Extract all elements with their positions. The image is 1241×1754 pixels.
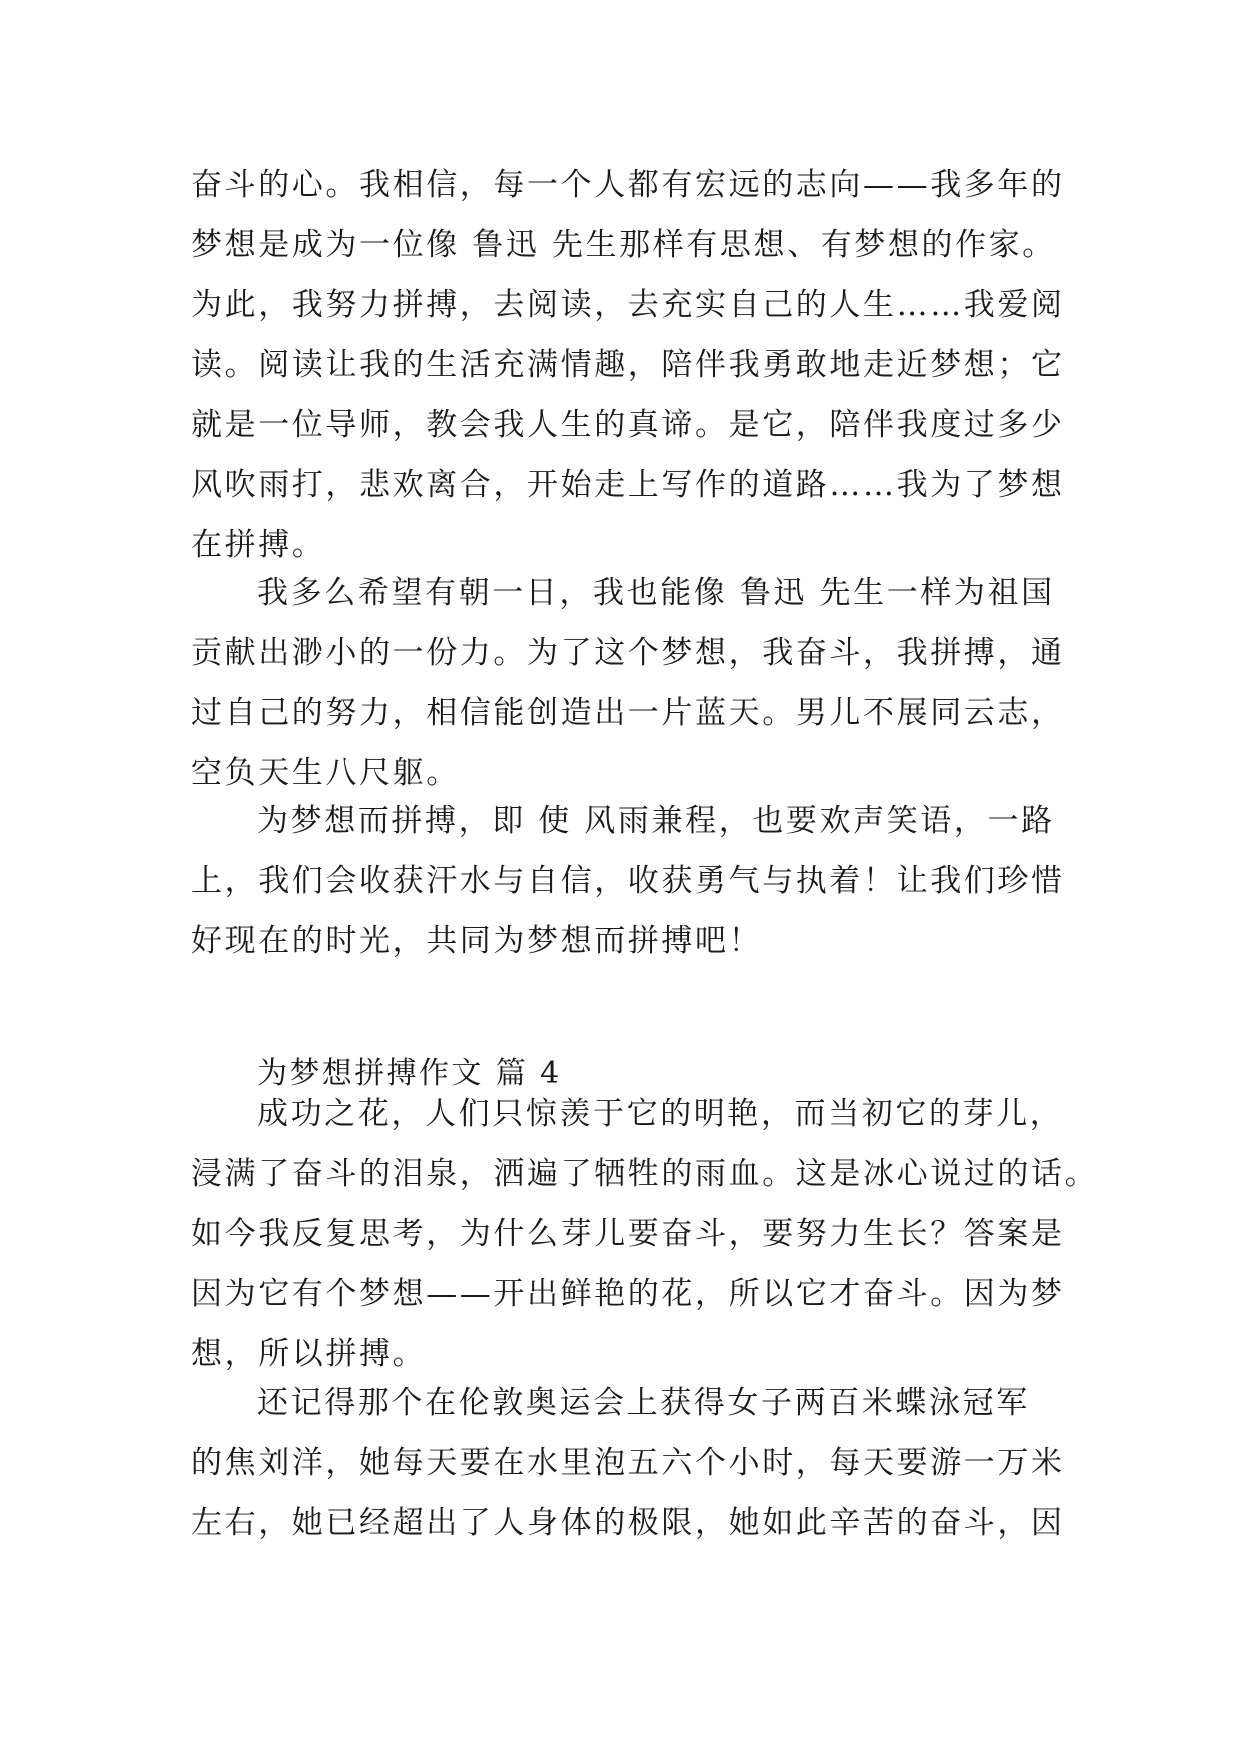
text-line: 的焦刘洋，她每天要在水里泡五六个小时，每天要游一万米 <box>191 1445 1065 1481</box>
text-line: 上，我们会收获汗水与自信，收获勇气与执着！让我们珍惜 <box>191 863 1065 899</box>
text-line: 成功之花，人们只惊羡于它的明艳，而当初它的芽儿， <box>257 1096 1064 1132</box>
text-line: 为梦想而拼搏，即 使 风雨兼程，也要欢声笑语，一路 <box>257 803 1055 839</box>
section-heading: 为梦想拼搏作文 篇 4 <box>257 1056 562 1091</box>
paragraph-4 <box>191 1084 1099 1384</box>
text-line: 如今我反复思考，为什么芽儿要奋斗，要努力生长？答案是 <box>191 1216 1065 1252</box>
paragraph-2 <box>191 563 1071 803</box>
text-line: 过自己的努力，相信能创造出一片蓝天。男儿不展同云志， <box>191 695 1065 731</box>
text-line: 为此，我努力拼搏，去阅读，去充实自己的人生……我爱阅 <box>191 287 1065 323</box>
text-line: 左右，她已经超出了人身体的极限，她如此辛苦的奋斗，因 <box>191 1505 1065 1541</box>
paragraph-5 <box>191 1373 1071 1553</box>
text-line: 奋斗的心。我相信，每一个人都有宏远的志向——我多年的 <box>191 167 1065 203</box>
text-line: 浸满了奋斗的泪泉，洒遍了牺牲的雨血。这是冰心说过的话。 <box>191 1156 1099 1192</box>
text-line: 空负天生八尺躯。 <box>191 755 460 791</box>
text-line: 因为它有个梦想——开出鲜艳的花，所以它才奋斗。因为梦 <box>191 1276 1065 1312</box>
text-line: 我多么希望有朝一日，我也能像 鲁迅 先生一样为祖国 <box>257 575 1055 611</box>
text-line: 贡献出渺小的一份力。为了这个梦想，我奋斗，我拼搏，通 <box>191 635 1065 671</box>
text-line: 就是一位导师，教会我人生的真谛。是它，陪伴我度过多少 <box>191 407 1065 443</box>
text-line: 在拼搏。 <box>191 527 326 563</box>
text-line: 梦想是成为一位像 鲁迅 先生那样有思想、有梦想的作家。 <box>191 227 1056 263</box>
paragraph-1 <box>191 155 1071 575</box>
text-line: 想，所以拼搏。 <box>191 1336 427 1372</box>
text-line: 风吹雨打，悲欢离合，开始走上写作的道路……我为了梦想 <box>191 467 1065 503</box>
text-line: 还记得那个在伦敦奥运会上获得女子两百米蝶泳冠军 <box>257 1385 1030 1421</box>
text-line: 好现在的时光，共同为梦想而拼搏吧！ <box>191 923 763 959</box>
text-line: 读。阅读让我的生活充满情趣，陪伴我勇敢地走近梦想；它 <box>191 347 1065 383</box>
paragraph-3 <box>191 791 1071 971</box>
